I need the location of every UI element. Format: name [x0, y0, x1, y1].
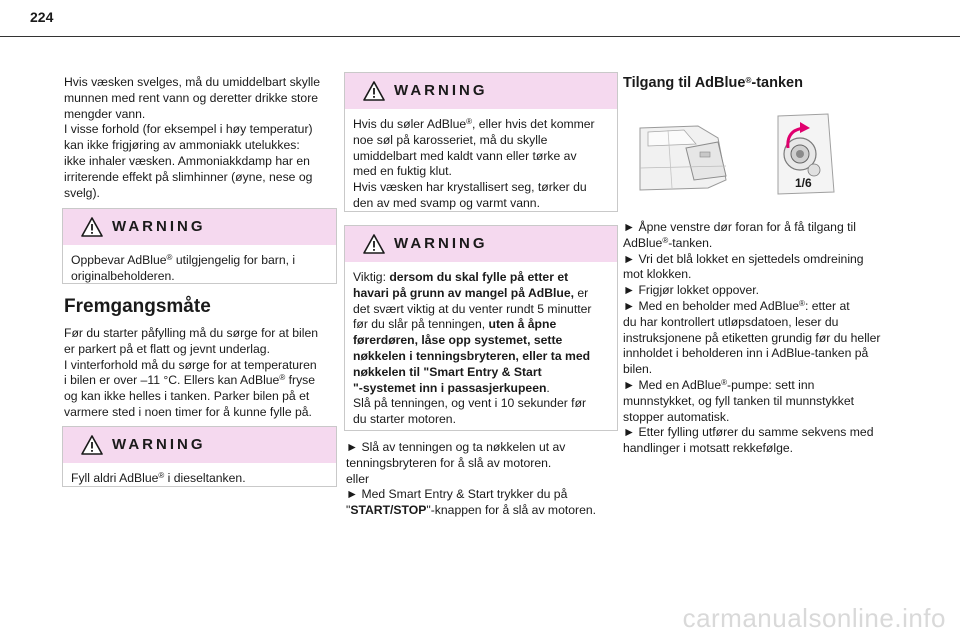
warning-title: WARNING: [394, 235, 488, 253]
top-rule: [0, 36, 960, 37]
warning-header: [63, 427, 336, 463]
warning-box-important: [344, 225, 618, 431]
warning-triangle-icon: [81, 217, 103, 237]
tank-steps: ► Åpne venstre dør foran for å få tilgang til AdBlue®-tanken. ► Vri det blå lokket en sjettedels omdreining mot klokken. ► Frigjør lokket oppover. ► Med en beholder med AdBlue®: etter at du har kontrollert utløpsdatoen, leser du instruksjonene på etiketten grundig før du heller innholdet i beholderen inn i AdBlue-tanken på bilen. ► Med en AdBlue®-pumpe: sett inn munnstykket, og fyll tanken til munnstykket stopper automatisk. ► Etter fylling utfører du samme sekvens med handlinger i motsatt rekkefølge.: [623, 220, 881, 456]
section-heading-tank: Tilgang til AdBlue®-tanken: [623, 75, 803, 91]
footer-watermark: carmanualsonline.info: [682, 603, 946, 633]
engine-off-steps: ► Slå av tenningen og ta nøkkelen ut av tenningsbryteren for å slå av motoren. eller ► Med Smart Entry & Start trykker du på "START/STOP"-knappen for å slå av motoren.: [346, 440, 597, 518]
warning-body: Viktig: dersom du skal fylle på etter et havari på grunn av mangel på AdBlue, er det svært viktig at du venter rundt 5 minutter før du slår på tenningen, uten å åpne førerdøren, låse opp systemet, sette nøkkelen i tenningsbryteren, eller ta med nøkkelen til "Smart Entry & Start "-systemet inn i passasjerkupeen. Slå på tenningen, og vent i 10 sekunder før du starter motoren.: [353, 270, 592, 427]
adblue-illustration: [638, 108, 838, 196]
warning-title: WARNING: [112, 218, 206, 236]
warning-triangle-icon: [81, 435, 103, 455]
warning-box-spill: [344, 72, 618, 212]
warning-triangle-icon: [363, 234, 385, 254]
warning-body: Oppbevar AdBlue® utilgjengelig for barn, i originalbeholderen.: [71, 253, 296, 283]
warning-box-diesel: [62, 426, 337, 487]
intro-text: Hvis væsken svelges, må du umiddelbart skylle munnen med rent vann og deretter drikke store mengder vann. I visse forhold (for eksempel i høy temperatur) kan ikke frigjøring av ammoniakk utelukkes: ikke inhaler væsken. Ammoniakkdamp har en irriterende effekt på slimhinner (øyne, nese og svelg).: [64, 75, 321, 200]
warning-body: Hvis du søler AdBlue®, eller hvis det kommer noe søl på karosseriet, må du skylle umiddelbart med kaldt vann eller tørke av med en fuktig klut. Hvis væsken har krystallisert seg, tørker du den av med svamp og varmt vann.: [353, 117, 595, 210]
warning-header: [63, 209, 336, 245]
warning-body: Fyll aldri AdBlue® i dieseltanken.: [71, 471, 246, 485]
warning-triangle-icon: [363, 81, 385, 101]
warning-title: WARNING: [394, 82, 488, 100]
warning-title: WARNING: [112, 436, 206, 454]
rotation-fraction: 1/6: [795, 176, 812, 190]
page-number: 224: [30, 9, 54, 25]
warning-box-childsafety: [62, 208, 337, 284]
procedure-text: Før du starter påfylling må du sørge for at bilen er parkert på et flatt og jevnt underlag. I vinterforhold må du sørge for at temperaturen i bilen er over –11 °C. Ellers kan AdBlue® fryse og kan ikke helles i tanken. Parker bilen på et varmere sted i noen timer for å kunne fylle på.: [64, 326, 319, 419]
warning-header: [345, 226, 617, 262]
section-heading: Fremgangsmåte: [64, 296, 211, 317]
warning-header: [345, 73, 617, 109]
